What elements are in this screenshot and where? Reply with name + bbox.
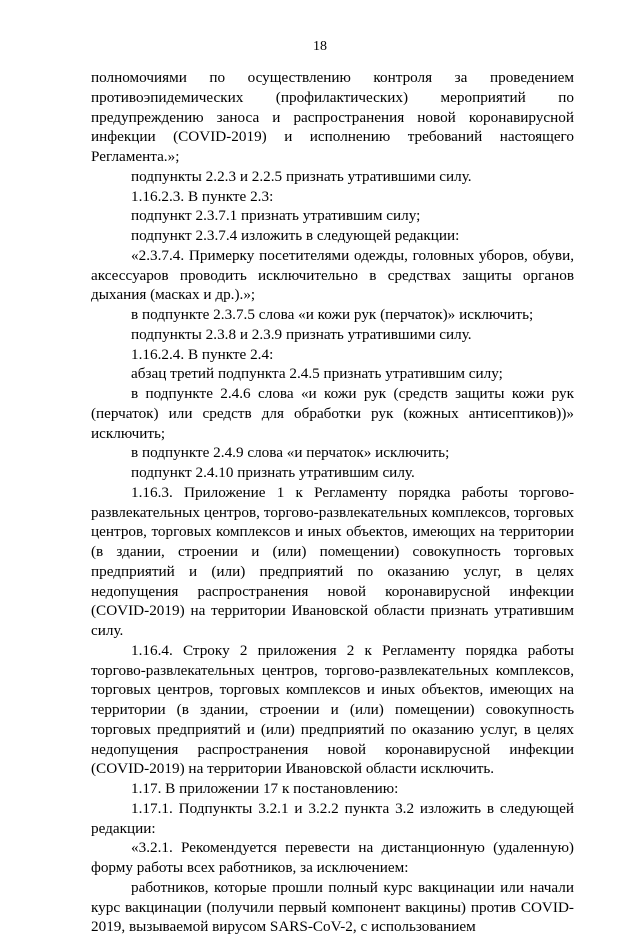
paragraph: подпункт 2.4.10 признать утратившим силу. [131, 464, 415, 481]
paragraph: 1.16.4. Строку 2 приложения 2 к Регламенту порядка работы торгово-развлекательных центров, торгово-развлекательных комплексов, торговых центров, торговых комплексов и иных объектов, имеющих на территории (в здании, строении и (или) помещении) совокупность торговых предприятий и (или) предприятий по оказанию услуг, в целях недопущения распространения новой коронавирусной инфекции (COVID-2019) на территории Ивановской области исключить. [91, 641, 574, 778]
document-body [91, 68, 574, 937]
paragraph: «3.2.1. Рекомендуется перевести на дистанционную (удаленную) форму работы всех работников, за исключением: [91, 839, 574, 876]
paragraph: 1.16.2.4. В пункте 2.4: [131, 345, 274, 363]
paragraph: подпункты 2.3.8 и 2.3.9 признать утратившими силу. [131, 325, 472, 343]
paragraph: подпункты 2.2.3 и 2.2.5 признать утратившими силу. [131, 167, 472, 185]
paragraph: 1.16.3. Приложение 1 к Регламенту порядка работы торгово-развлекательных центров, торгово-развлекательных комплексов, торговых центров, торговых комплексов и иных объектов, имеющих на территории (в здании, строении и (или) помещении) совокупность торговых предприятий и (или) предприятий по оказанию услуг, в целях недопущения распространения новой коронавирусной инфекции (COVID-2019) на территории Ивановской области признать утратившим силу. [91, 483, 574, 639]
paragraph: подпункт 2.3.7.4 изложить в следующей редакции: [131, 227, 460, 244]
paragraph: в подпункте 2.4.6 слова «и кожи рук (средств защиты кожи рук (перчаток) или средств для обработки рук (кожных антисептиков))» исключить; [91, 385, 574, 442]
paragraph: в подпункте 2.3.7.5 слова «и кожи рук (перчаток)» исключить; [131, 306, 534, 323]
page-number: 18 [313, 39, 327, 54]
paragraph: 1.17.1. Подпункты 3.2.1 и 3.2.2 пункта 3.2 изложить в следующей редакции: [91, 799, 574, 837]
paragraph: 1.16.2.3. В пункте 2.3: [131, 187, 274, 205]
paragraph: абзац третий подпункта 2.4.5 признать утратившим силу; [131, 365, 503, 383]
paragraph: в подпункте 2.4.9 слова «и перчаток» исключить; [131, 444, 450, 462]
paragraph: «2.3.7.4. Примерку посетителями одежды, головных уборов, обуви, аксессуаров проводить исключительно в средствах защиты органов дыхания (масках и др.).»; [91, 246, 574, 304]
paragraph: 1.17. В приложении 17 к постановлению: [131, 780, 399, 797]
paragraph: подпункт 2.3.7.1 признать утратившим силу; [131, 207, 421, 225]
paragraph: полномочиями по осуществлению контроля за проведением противоэпидемических (профилактических) мероприятий по предупреждению заноса и распространения новой коронавирусной инфекции (COVID-2019) и исполнению требований настоящего Регламента.»; [91, 69, 574, 165]
paragraph: работников, которые прошли полный курс вакцинации или начали курс вакцинации (получили первый компонент вакцины) против COVID-2019, вызываемой вирусом SARS-CoV-2, с использованием [91, 878, 574, 936]
